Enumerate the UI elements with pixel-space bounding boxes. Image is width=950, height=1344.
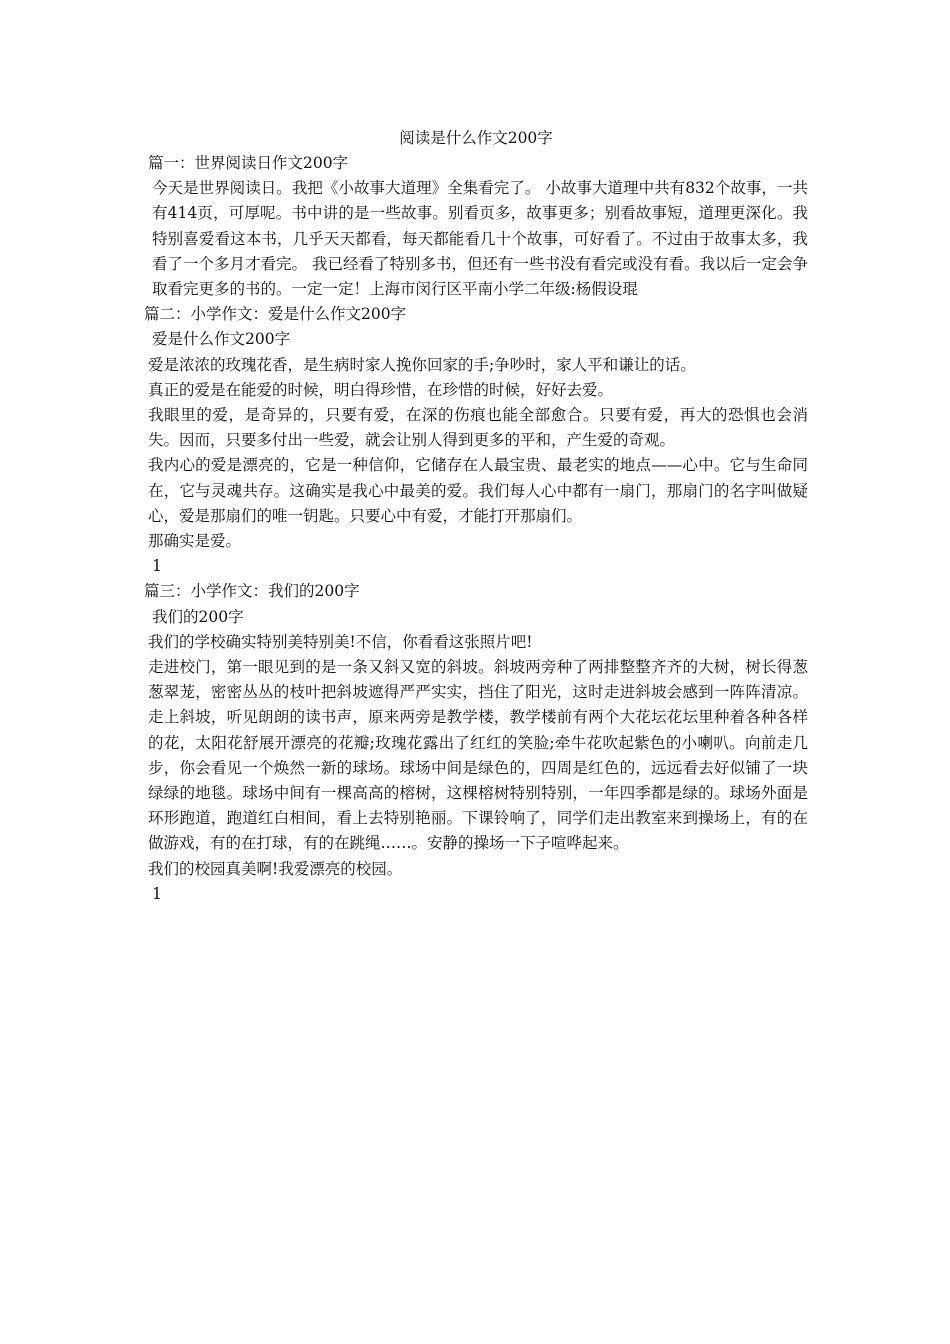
paragraph: 爱是浓浓的玫瑰花香，是生病时家人挽你回家的手;争吵时，家人平和谦让的话。 [148, 355, 696, 374]
paragraph: 我们的校园真美啊!我爱漂亮的校园。 [148, 859, 403, 878]
paragraph: 我们的200字 [152, 607, 244, 626]
paragraph: 走进校门，第一眼见到的是一条又斜又宽的斜坡。斜坡两旁种了两排整整齐齐的大树，树长得葱葱翠茏，密密丛丛的枝叶把斜坡遮得严严实实，挡住了阳光，这时走进斜坡会感到一阵阵清凉。走上斜坡，听见朗朗的读书声，原来两旁是教学楼，教学楼前有两个大花坛花坛里种着各种各样的花，太阳花舒展开漂亮的花瓣;玫瑰花露出了红红的笑脸;牵牛花吹起紫色的小喇叭。向前走几步，你会看见一个焕然一新的球场。球场中间是绿色的，四周是红色的，远远看去好似铺了一块绿绿的地毯。球场中间有一棵高高的榕树，这棵榕树特别特别，一年四季都是绿的。球场外面是环形跑道，跑道红白相间，看上去特别艳丽。下课铃响了，同学们走出教室来到操场上，有的在做游戏，有的在打球，有的在跳绳……。安静的操场一下子喧哗起来。 [148, 658, 808, 853]
paragraph: 我们的学校确实特别美特别美!不信，你看看这张照片吧! [148, 632, 533, 651]
paragraph: 我眼里的爱，是奇异的，只要有爱，在深的伤痕也能全部愈合。只要有爱，再大的恐惧也会消失。因而，只要多付出一些爱，就会让别人得到更多的平和，产生爱的奇观。 [148, 406, 808, 450]
page-number: 1 [152, 557, 162, 576]
document-page [144, 126, 808, 907]
document-body [144, 151, 808, 907]
paragraph: 今天是世界阅读日。我把《小故事大道理》全集看完了。 小故事大道理中共有832个故事，一共有414页，可厚呢。书中讲的是一些故事。别看页多，故事更多；别看故事短，道理更深化。我特别喜爱看这本书，几乎天天都看，每天都能看几十个故事，可好看了。不过由于故事太多，我看了一个多月才看完。 我已经看了特别多书，但还有一些书没有看完或没有看。我以后一定会争取看完更多的书的。一定一定！上海市闵行区平南小学二年级:杨假设琨 [152, 179, 808, 299]
paragraph: 篇二：小学作文：爱是什么作文200字 [144, 305, 407, 324]
paragraph: 爱是什么作文200字 [152, 330, 291, 349]
page-number: 1 [152, 884, 162, 903]
paragraph: 真正的爱是在能爱的时候，明白得珍惜，在珍惜的时候，好好去爱。 [148, 380, 614, 399]
paragraph: 那确实是爱。 [148, 532, 242, 551]
paragraph: 我内心的爱是漂亮的，它是一种信仰，它储存在人最宝贵、最老实的地点——心中。它与生命同在，它与灵魂共存。这确实是我心中最美的爱。我们每人心中都有一扇门，那扇门的名字叫做疑心，爱是那扇们的唯一钥匙。只要心中有爱，才能打开那扇们。 [148, 456, 808, 525]
paragraph: 篇一：世界阅读日作文200字 [148, 154, 349, 172]
paragraph: 篇三：小学作文：我们的200字 [144, 582, 360, 601]
document-title: 阅读是什么作文200字 [399, 129, 553, 147]
